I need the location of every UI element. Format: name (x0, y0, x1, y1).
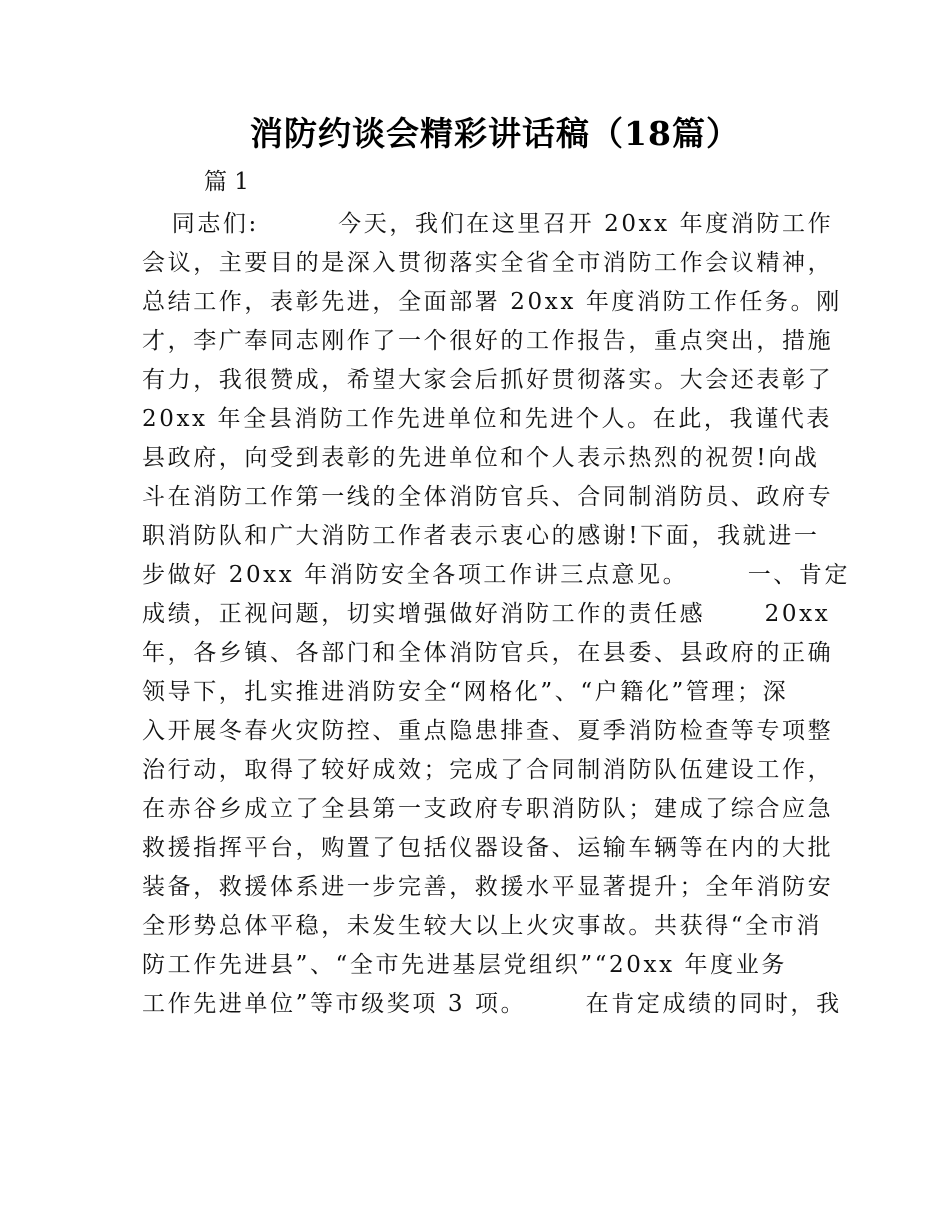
text-line: 在赤谷乡成立了全县第一支政府专职消防队；建成了综合应急 (142, 796, 834, 822)
text-line: 装备，救援体系进一步完善，救援水平显著提升；全年消防安 (142, 874, 834, 900)
text-line: 20xx 年全县消防工作先进单位和先进个人。在此，我谨代表 (142, 406, 832, 432)
text-line: 步做好 20xx 年消防安全各项工作讲三点意见。 一、肯定 (142, 562, 851, 588)
text-line: 有力，我很赞成，希望大家会后抓好贯彻落实。大会还表彰了 (142, 367, 834, 393)
text-line: 职消防队和广大消防工作者表示衷心的感谢!下面，我就进一 (142, 523, 820, 549)
text-line: 会议，主要目的是深入贯彻落实全省全市消防工作会议精神， (142, 250, 834, 276)
text-line: 治行动，取得了较好成效；完成了合同制消防队伍建设工作， (142, 757, 834, 783)
text-line: 县政府，向受到表彰的先进单位和个人表示热烈的祝贺!向战 (142, 445, 820, 471)
section-label: 篇 1 (204, 169, 249, 195)
text-line: 斗在消防工作第一线的全体消防官兵、合同制消防员、政府专 (142, 484, 834, 510)
text-line: 同志们: 今天，我们在这里召开 20xx 年度消防工作 (142, 211, 834, 237)
text-line: 全形势总体平稳，未发生较大以上火灾事故。共获得“全市消 (142, 913, 822, 939)
document-title: 消防约谈会精彩讲话稿（18篇） (250, 114, 740, 153)
text-line: 成绩，正视问题，切实增强做好消防工作的责任感 20xx (142, 601, 831, 627)
text-line: 入开展冬春火灾防控、重点隐患排查、夏季消防检查等专项整 (142, 718, 834, 744)
text-line: 年，各乡镇、各部门和全体消防官兵，在县委、县政府的正确 (142, 640, 834, 666)
text-line: 工作先进单位”等市级奖项 3 项。 在肯定成绩的同时，我 (142, 991, 842, 1017)
text-line: 总结工作，表彰先进，全面部署 20xx 年度消防工作任务。刚 (142, 289, 842, 315)
text-line: 防工作先进县”、“全市先进基层党组织”“20xx 年度业务 (142, 952, 787, 978)
body-text (142, 205, 851, 1024)
text-line: 领导下，扎实推进消防安全“网格化”、“户籍化”管理；深 (142, 679, 789, 705)
text-line: 才，李广奉同志刚作了一个很好的工作报告，重点突出，措施 (142, 328, 834, 354)
text-line: 救援指挥平台，购置了包括仪器设备、运输车辆等在内的大批 (142, 835, 834, 861)
